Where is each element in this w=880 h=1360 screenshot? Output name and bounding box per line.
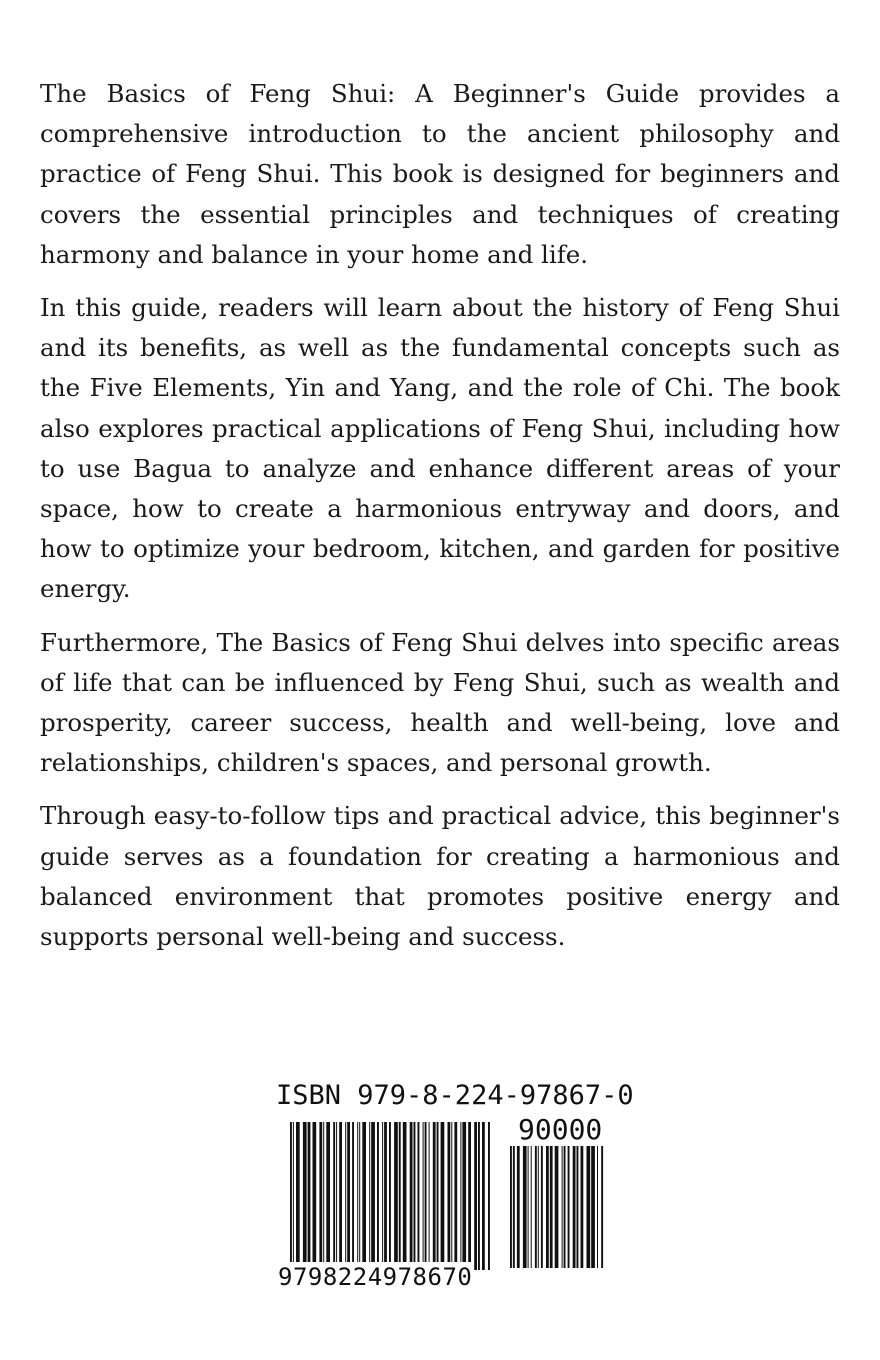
addon-bar (528, 1146, 529, 1268)
addon-bar (577, 1146, 579, 1268)
barcode-bar (425, 1122, 427, 1270)
barcode-bar (478, 1122, 480, 1270)
barcode-bar (429, 1122, 430, 1270)
barcode-bar (371, 1122, 375, 1270)
barcode-bar (333, 1122, 335, 1270)
barcode-digits: 9798224978670 (278, 1263, 473, 1291)
addon-bar (541, 1146, 543, 1268)
addon-bar (555, 1146, 559, 1268)
addon-bar (535, 1146, 537, 1268)
barcode-bar (323, 1122, 324, 1270)
addon-bar (562, 1146, 563, 1268)
description-paragraph-1: The Basics of Feng Shui: A Beginner's Guide provides a comprehensive introduction to the ancient philosophy and practice of Feng Shui. This book is designed for beginners and covers the essential principles and techniques of creating harmony and balance in your home and life. (40, 79, 840, 269)
barcode-bar (468, 1122, 471, 1270)
barcode-bar (296, 1122, 300, 1270)
addon-bar (531, 1146, 532, 1268)
price-code-label: 90000 (518, 1113, 603, 1146)
barcode-bar (454, 1122, 457, 1270)
addon-bar (581, 1146, 584, 1268)
barcode-bar (399, 1122, 401, 1270)
barcode-bar (347, 1122, 350, 1270)
barcode-bar (362, 1122, 366, 1270)
barcode-bar (352, 1122, 354, 1270)
barcode-bar (308, 1122, 311, 1270)
barcode-bar (303, 1122, 307, 1270)
addon-bar (568, 1146, 570, 1268)
addon-bar (601, 1146, 603, 1268)
description-paragraph-2: In this guide, readers will learn about the history of Feng Shui and its benefits, as well as the fundamental concepts such as the Five Elements, Yin and Yang, and the role of Chi. The book also explores practical applications of Feng Shui, including how to use Bagua to analyze and enhance different areas of your space, how to create a harmonious entryway and doors, and how to optimize your bedroom, kitchen, and garden for positive energy. (40, 293, 840, 604)
barcode-bar (488, 1122, 490, 1270)
barcode-bar (377, 1122, 379, 1270)
addon-bar (573, 1146, 576, 1268)
barcode-bar (382, 1122, 383, 1270)
barcode-bar (410, 1122, 413, 1270)
barcode-bar (423, 1122, 424, 1270)
addon-bar (523, 1146, 527, 1268)
barcode-bar (293, 1122, 294, 1270)
barcode-bar (336, 1122, 337, 1270)
addon-bar (546, 1146, 549, 1268)
barcode-bar (357, 1122, 358, 1270)
book-description (40, 74, 840, 970)
barcode-bar (448, 1122, 451, 1270)
isbn-label: ISBN 979-8-224-97867-0 (276, 1080, 634, 1111)
barcode-bar (437, 1122, 439, 1270)
addon-bar (564, 1146, 566, 1268)
barcode-bar (345, 1122, 346, 1270)
barcode-bar (290, 1122, 292, 1270)
addon-bar (550, 1146, 553, 1268)
ean13-barcode (290, 1122, 492, 1270)
barcode-bar (441, 1122, 445, 1270)
barcode-bar (394, 1122, 398, 1270)
barcode-bar (319, 1122, 322, 1270)
barcode-bar (359, 1122, 360, 1270)
addon-bar (597, 1146, 598, 1268)
price-addon-barcode (510, 1146, 606, 1268)
barcode-bar (414, 1122, 416, 1270)
barcode-bar (369, 1122, 370, 1270)
barcode-bar (326, 1122, 330, 1270)
addon-bar (513, 1146, 515, 1268)
addon-bar (517, 1146, 520, 1268)
barcode-bar (462, 1122, 466, 1270)
barcode-bar (433, 1122, 436, 1270)
barcode-bar (474, 1122, 477, 1270)
barcode-bar (451, 1122, 452, 1270)
barcode-bar (384, 1122, 387, 1270)
addon-bar (591, 1146, 595, 1268)
addon-bar (510, 1146, 512, 1268)
barcode-bar (339, 1122, 342, 1270)
addon-bar (587, 1146, 591, 1268)
description-paragraph-3: Furthermore, The Basics of Feng Shui delves into specific areas of life that can be influenced by Feng Shui, such as wealth and prosperity, career success, health and well-being, love and relationships, children's spaces, and personal growth. (40, 627, 840, 778)
addon-bar (538, 1146, 539, 1268)
barcode-bar (418, 1122, 420, 1270)
description-paragraph-4: Through easy-to-follow tips and practical advice, this beginner's guide serves as a foundation for creating a harmonious and balanced environment that promotes positive energy and supports personal well-being and success. (40, 801, 840, 952)
barcode-bar (460, 1122, 461, 1270)
barcode-bar (482, 1122, 485, 1270)
barcode-bar (313, 1122, 317, 1270)
barcode-bar (403, 1122, 407, 1270)
barcode-bar (389, 1122, 391, 1270)
